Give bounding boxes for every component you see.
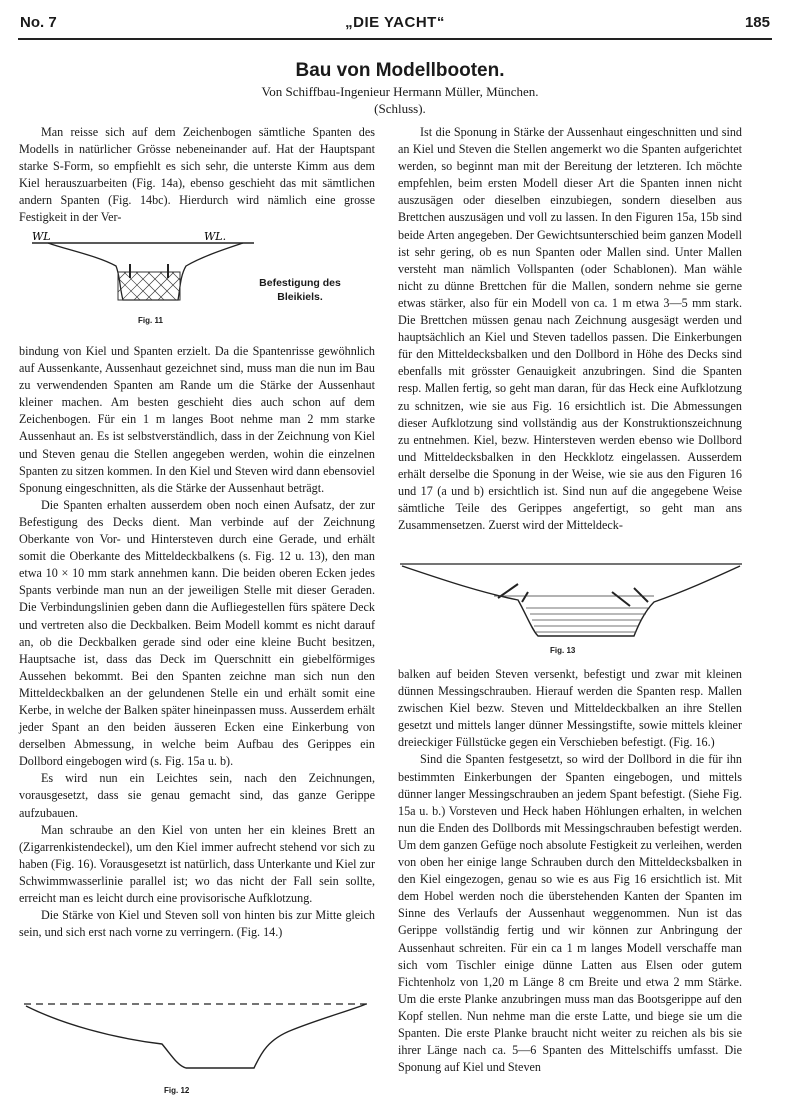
paragraph: Die Spanten erhalten ausserdem oben noch einen Aufsatz, der zur Befestigung des Decks dient. Man verbinde auf der Zeichnung Oberkante von Vor- und Hintersteven durch eine Gerade, und erhält somit die Oberkante des Mitteldeckbalkens (s. Fig. 12 u. 13), den man etwa 10 × 10 mm stark annehmen kann. Die beiden oberen Ecken jedes Spants verbinde man nun an der jeweiligen Stelle mit dieser Geraden. Die Verbindungslinien geben dann die Aufliegestellen fürs spätere Deck und vertreten also die Deckbalken. Beim Modell kommt es nicht darauf an, ob die Deckbalken gerade sind oder eine kleine Bucht besitzen, Hauptsache ist, dass das Deck im Querschnitt ein giebelförmiges Aussehen bekommt. Bei den Spanten zeichne man sich nun den Mitteldeckbalken an der gelundenen Stelle ein und erhält somit eine Kerbe, in welche der Balken später hineinpassen muss. Ausserdem erhält jeder Spant an den beiden äusseren Ecken eine Einkerbung von derselben Abmessung, in welche beim Aufbau des Gerippes ein Dollbord eingebogen wird (s. Fig. 15a u. b). [19,497,375,769]
continuation-note: (Schluss). [374,101,426,116]
right-column-block-1 [398,124,742,534]
paragraph: Man schraube an den Kiel von unten her ein kleines Brett an (Zigarrenkistendeckel), um den Kiel immer aufrecht stehend vor sich zu haben (Fig. 16). Vorausgesetzt ist natürlich, dass Unterkante und Kiel zur Schwimmwasserlinie parallel ist; wo das nicht der Fall sein sollte, erreicht man es leicht durch eine provisorische Aufklotzung. [19,822,375,905]
paragraph: Ist die Sponung in Stärke der Aussenhaut eingeschnitten und sind an Kiel und Steven die Stellen angemerkt wo die Spanten aufgerichtet werden, so beginnt man mit der Bereitung der letzteren. Ich möchte empfehlen, beim ersten Modell dieser Art die Spanten innen nicht auszusägen oder dieselben einzubiegen, sondern dieselben aus Brettchen auszusägen und voll zu lassen. In den Figuren 15a, 15b sind beide Arten angegeben. Der Gewichtsunterschied beim ganzen Modell ist sehr gering, ob es nun Spanten oder Mallen sind. Unter Mallen versteht man nämlich Vollspanten (oder Schablonen). Man wähle nicht zu dünne Brettchen für die Mallen, sondern nehme sie gerne etwas stärker, also für ein Modell von ca. 1 m etwa 3—5 mm stark. Die Brettchen müssen genau nach Zeichnung ausgesägt werden und hauptsächlich an Kiel und Steven tadellos passen. Die Einkerbungen für den Mitteldecksbalken und den Dollbord in Höhe des Decks sind ebenfalls mit grösster Genauigkeit anzubringen. Sind die Spanten resp. Mallen fertig, so geht man daran, für das Heck eine Aufklotzung zu schnitzen, wie sie aus Fig. 16 ersichtlich ist. Die Abmessungen dieser Aufklotzung sind vollständig aus der Konstruktionszeichnung zu entnehmen. Kiel, bezw. Hintersteven werden ebenso wie Dollbord und Mitteldecksbalken in den Heckklotz eingelassen. Ausserdem erhält derselbe die Sponung in der Weise, wie sie aus den Figuren 16 und 17 (a und b) ersichtlich ist. Sind nun auf die angegebene Weise sämtliche Teile des Gerippes angefertigt, so geht man ans Zusammensetzen. Zuerst wird der Mitteldeck- [398,125,742,533]
figure-13-caption: Fig. 13 [550,646,576,655]
paragraph: Es wird nun ein Leichtes sein, nach den Zeichnungen, vorausgesetzt, dass sie genau gemacht sind, das ganze Gerippe aufzubauen. [19,771,375,820]
paragraph: bindung von Kiel und Spanten erzielt. Da die Spantenrisse gewöhnlich auf Aussenkante, Aussenhaut gezeichnet sind, muss man die nun im Bau zu verwendenden Spanten am Rande um die Stärke der Aussenhaut kleiner machen. Am besten geschieht dies auch schon auf dem Zeichenbogen. Für ein 1 m langes Boot nehme man 2 mm starke Aussenhaut an. Es ist selbstverständlich, dass in der Zeichnung von Kiel und Steven genau die Stellen angegeben werden, wohin die einzelnen Spanten zu sitzen kommen. In den Kiel und Steven wird dann ebensoviel Sponung eingeschnitten, als die Stärke der Aussenhaut beträgt. [19,344,375,495]
issue-number: No. 7 [20,14,57,31]
journal-title: „DIE YACHT“ [345,14,445,31]
figure-11-label-line-1: Befestigung des [259,277,341,289]
running-header [20,14,770,36]
figure-12-caption: Fig. 12 [164,1086,190,1095]
figure-13-drawing [398,552,744,646]
figure-11-label-line-2: Bleikiels. [277,291,323,303]
figure-11-label [240,276,360,304]
paragraph: Man reisse sich auf dem Zeichenbogen sämtliche Spanten des Modells in natürlicher Grösse nebeneinander auf. Hat der Hauptspant starke S-Form, so empfiehlt es sich sehr, die unterste Kimm aus dem Kiel herauszuarbeiten (Fig. 14a), ebenso geschieht das mit sämtlichen andern Spanten (Fig. 14bc). Hierdurch wird nämlich eine grosse Festigkeit in der Ver- [19,125,375,225]
left-column-block-2 [19,343,375,941]
figure-11-drawing [28,228,258,316]
article-byline: Von Schiffbau-Ingenieur Hermann Müller, München. [261,84,539,99]
right-column-block-2 [398,666,742,1076]
paragraph: balken auf beiden Steven versenkt, befestigt und zwar mit kleinen dünnen Messingschrauben. Hierauf werden die Spanten resp. Mallen zwischen Kiel bezw. Steven und Mitteldeckbalken an ihre Stellen gesetzt und mittels langer dünner Messingstifte, sowie mittels kleiner dreieckiger Füllstücke gegen ein Verschieben befestigt. (Fig. 16.) [398,667,742,750]
waterline-label-left: WL [32,230,51,243]
figure-12-drawing [22,996,370,1082]
paragraph: Die Stärke von Kiel und Steven soll von hinten bis zur Mitte gleich sein, und sich erst nach vorne zu verringern. (Fig. 14.) [19,908,375,940]
figure-11-caption: Fig. 11 [138,316,163,325]
page-number: 185 [744,14,770,31]
waterline-label-right: WL. [204,230,227,243]
header-rule [18,38,772,40]
paragraph: Sind die Spanten festgesetzt, so wird der Dollbord in die für ihn bestimmten Einkerbungen der Spanten eingebogen, und mittels dünner langer Messingschrauben an jedem Spant befestigt. (Siehe Fig. 15a u. b.) Vorsteven und Heck haben Höhlungen erhalten, in welchen nun die Enden des Dollbords mit Messingschrauben befestigt werden. Um dem ganzen Gefüge noch absolute Festigkeit zu verleihen, werden von oben her einige lange Schrauben durch den Mitteldecksbalken in den Kiel eingezogen, genau so wie es aus Fig 16 ersichtlich ist. Mit dem Hobel werden noch die überstehenden Kanten der Spanten im Sinne des Verlaufs der Aussenhaut weggenommen. Nun ist das Gerippe vollständig fertig und wir können zur Anbringung der Aussenhaut schreiten. Für ein ca 1 m langes Modell verschaffe man sich vom Tischler einige dünne Latten aus Elsen oder gutem Fichtenholz von 1,20 m Länge 8 cm Breite und etwa 2 mm Stärke. Um die erste Planke anzubringen muss man das Bootsgerippe auf den Kopf stellen. Nun nehme man die erste Latte, und biege sie um die Spanten. Die erste Planke braucht nicht weiter zu reichen als bis sie ihrer Länge nach ca. 5—6 Spanten des Mittelschiffs umfasst. Die Sponung auf Kiel und Steven [398,752,742,1075]
left-column-block-1 [19,124,375,227]
article-title: Bau von Modellbooten. [295,60,505,81]
